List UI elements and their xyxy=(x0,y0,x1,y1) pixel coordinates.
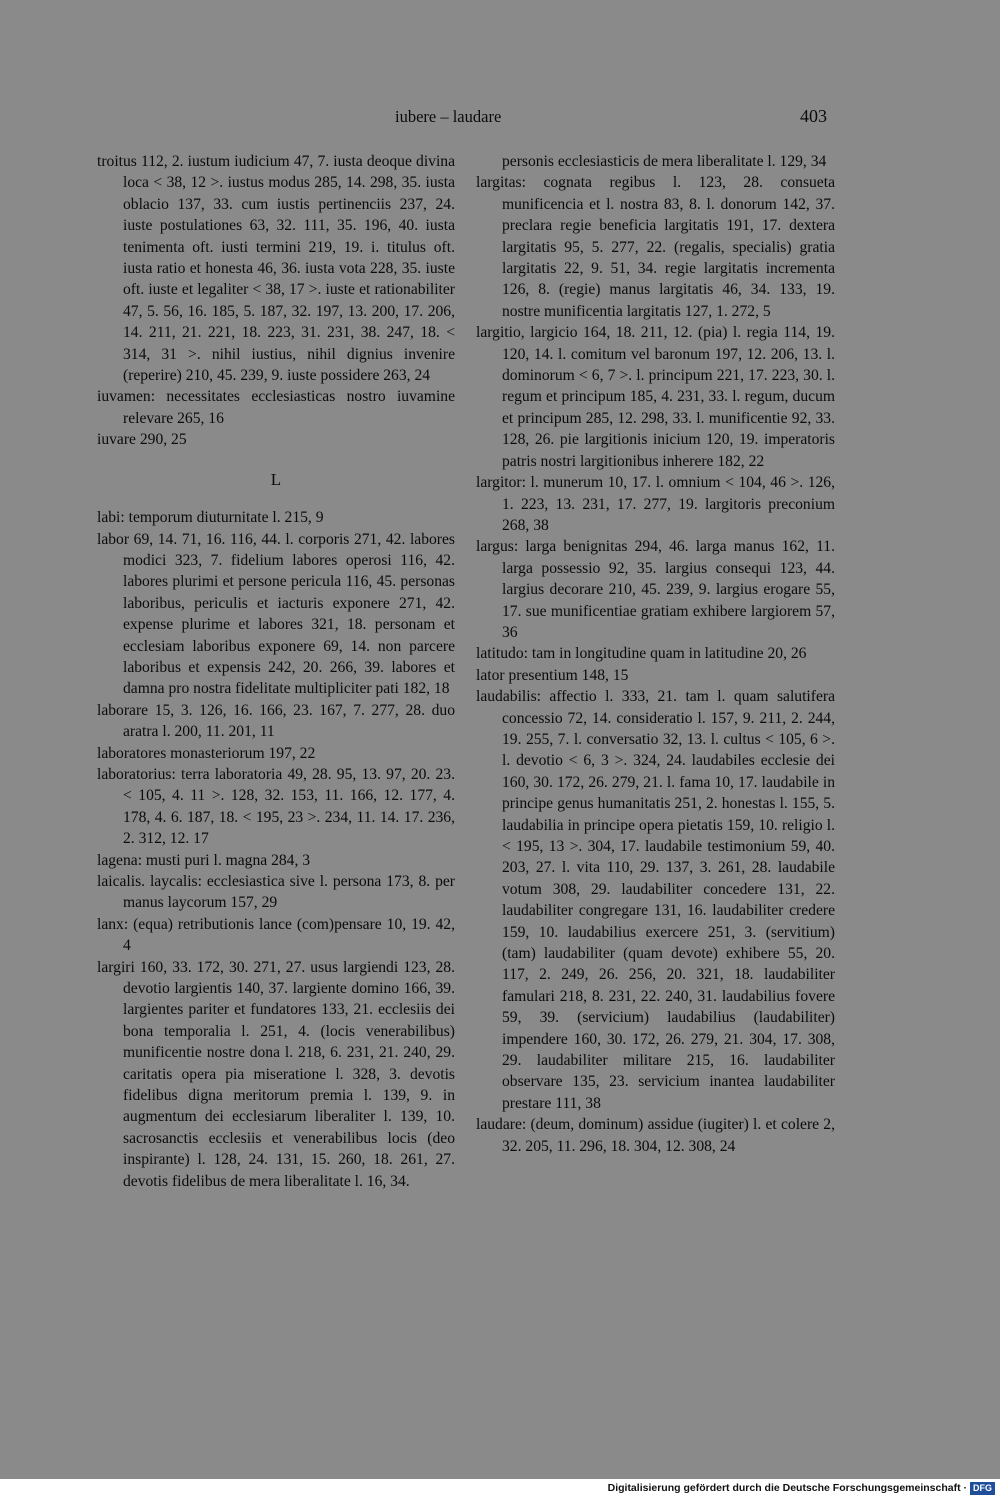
index-entry: iuvare 290, 25 xyxy=(97,431,187,449)
index-entry: iuvamen: necessitates ecclesiasticas nostro iuvamine relevare 265, 16 xyxy=(97,388,455,427)
index-entry: laudabilis: affectio l. 333, 21. tam l. quam salutifera concessio 72, 14. consideratio l. 157, 9. 211, 2. 244, 19. 255, 7. l. conversatio 32, 13. l. cultus < 105, 6 >. l. devotio < 6, 3 >. 324, 24. laudabiles ecclesie dei 160, 30. 172, 26. 279, 21. l. fama 10, 17. laudabile in principe genus humanitatis 251, 2. honestas l. 155, 5. laudabilia in principe opera pietatis 159, 10. religio l. < 195, 13 >. 304, 17. laudabile testimonium 59, 40. 203, 27. l. vita 110, 29. 137, 3. 261, 28. laudabile votum 308, 29. laudabiliter concedere 131, 22. laudabiliter congregare 131, 16. laudabiliter credere 159, 10. laudabilius exercere 251, 3. (servitium) (tam) laudabiliter (quam devote) exhibere 55, 20. 117, 2. 249, 26. 256, 20. 321, 18. laudabiliter famulari 218, 8. 231, 22. 240, 31. laudabilius fovere 59, 39. (servicium) laudabilius (laudabiliter) impendere 160, 30. 172, 26. 279, 21. 304, 17. 308, 29. laudabiliter militare 215, 16. laudabiliter observare 135, 23. servicium inantea laudabiliter prestare 111, 38 xyxy=(476,688,835,1112)
page-number: 403 xyxy=(800,106,827,126)
index-entry: laboratorius: terra laboratoria 49, 28. 95, 13. 97, 20. 23. < 105, 4. 11 >. 128, 32. 153, 11. 166, 12. 177, 4. 178, 4. 6. 187, 18. < 195, 23 >. 234, 11. 14. 17. 236, 2. 312, 12. 17 xyxy=(97,765,455,848)
index-entry: largiri 160, 33. 172, 30. 271, 27. usus largiendi 123, 28. devotio largientis 140, 37. largiente domino 166, 39. largientes pariter et fundatores 133, 21. ecclesiis dei bona temporalia l. 251, 4. (locis venerabilibus) munificentie nostre dona l. 218, 6. 231, 21. 240, 29. caritatis opera pia miseratione l. 328, 3. devotis fidelibus digna meritorum premia l. 139, 9. in augmentum dei ecclesiarum liberaliter l. 139, 10. sacrosanctis ecclesiis et venerabilibus locis (deo inspirante) l. 128, 24. 131, 15. 260, 18. 261, 27. devotis fidelibus de mera liberalitate l. 16, 34. xyxy=(97,958,455,1190)
index-entry: laboratores monasteriorum 197, 22 xyxy=(97,744,316,762)
index-entry: largitor: l. munerum 10, 17. l. omnium < 104, 46 >. 126, 1. 223, 13. 231, 17. 277, 19. largitoris preconium 268, 38 xyxy=(476,474,835,534)
index-entry: labi: temporum diuturnitate l. 215, 9 xyxy=(97,509,324,527)
index-entry: labor 69, 14. 71, 16. 116, 44. l. corporis 271, 42. labores modici 323, 7. fidelium labores operosi 116, 42. labores plurimi et persone pericula 116, 45. personas laboribus, periculis et iacturis exponere 271, 42. expense plurime et labores 321, 18. personam et ecclesiam laboribus exponere 69, 14. non parcere laboribus et expensis 242, 20. 266, 39. labores et damna pro nostra fidelitate multipliciter pati 182, 18 xyxy=(97,530,455,698)
right-column xyxy=(476,151,835,1157)
funding-credit: Digitalisierung gefördert durch die Deutsche Forschungsgemeinschaft · xyxy=(607,1482,967,1494)
dfg-logo: DFG xyxy=(970,1482,995,1495)
index-entry: laudare: (deum, dominum) assidue (iugiter) l. et colere 2, 32. 205, 11. 296, 18. 304, 12. 308, 24 xyxy=(476,1116,835,1155)
index-entry: lagena: musti puri l. magna 284, 3 xyxy=(97,851,311,869)
footer-bar xyxy=(0,1479,1000,1499)
index-entry-continued: personis ecclesiasticis de mera liberalitate l. 129, 34 xyxy=(502,153,827,170)
index-entry: lator presentium 148, 15 xyxy=(476,666,629,684)
left-column xyxy=(97,151,455,1192)
index-entry: latitudo: tam in longitudine quam in latitudine 20, 26 xyxy=(476,645,807,663)
index-entry: largitio, largicio 164, 18. 211, 12. (pia) l. regia 114, 19. 120, 14. l. comitum vel baronum 197, 12. 206, 13. l. dominorum < 6, 7 >. l. principum 221, 17. 223, 30. l. regum et principum 185, 4. 231, 33. l. regum, ducum et principum 285, 12. 298, 33. l. munificentie 92, 33. 128, 26. pie largitionis inicium 120, 19. imperatoris patris nostri largitionibus inherere 182, 22 xyxy=(476,324,835,470)
index-entry: laicalis. laycalis: ecclesiastica sive l. persona 173, 8. per manus laycorum 157, 29 xyxy=(97,873,455,912)
index-entry: largitas: cognata regibus l. 123, 28. consueta munificencia et l. nostra 83, 8. l. donorum 142, 37. preclara regie beneficia largitatis 191, 17. dextera largitatis 95, 5. 277, 22. (regalis, specialis) gratia largitatis 22, 9. 51, 34. regie largitatis incrementa 126, 8. (regie) manus largitatis 46, 34. 133, 19. nostre munificentia largitatis 127, 1. 272, 5 xyxy=(476,174,835,320)
running-header: iubere – laudare xyxy=(395,107,502,126)
index-entry: laborare 15, 3. 126, 16. 166, 23. 167, 7. 277, 28. duo aratra l. 200, 11. 201, 11 xyxy=(97,701,455,741)
index-entry: largus: larga benignitas 294, 46. larga manus 162, 11. larga possessio 92, 35. largius consequi 123, 44. largius decorare 210, 45. 239, 9. largius erogare 55, 17. sue munificentiae gratiam exhibere largiorem 57, 36 xyxy=(476,538,835,641)
letter-heading: L xyxy=(270,469,282,489)
index-entry: lanx: (equa) retributionis lance (com)pensare 10, 19. 42, 4 xyxy=(97,915,455,955)
index-entry: troitus 112, 2. iustum iudicium 47, 7. iusta deoque divina loca < 38, 12 >. iustus modus 285, 14. 298, 35. iusta oblacio 137, 33. cum iustis pertinenciis 237, 24. iuste postulationes 63, 32. 111, 35. 196, 40. iusta tenimenta oft. iusti termini 219, 19. i. titulus oft. iusta ratio et honesta 46, 36. iusta vota 228, 35. iuste oft. iuste et legaliter < 38, 17 >. iuste et rationabiliter 47, 5. 56, 16. 185, 5. 187, 32. 197, 13. 200, 17. 206, 14. 211, 21. 221, 18. 223, 31. 231, 38. 247, 18. < 314, 31 >. nihil iustius, nihil dignius invenire (reperire) 210, 45. 239, 9. iuste possidere 263, 24 xyxy=(97,153,455,385)
